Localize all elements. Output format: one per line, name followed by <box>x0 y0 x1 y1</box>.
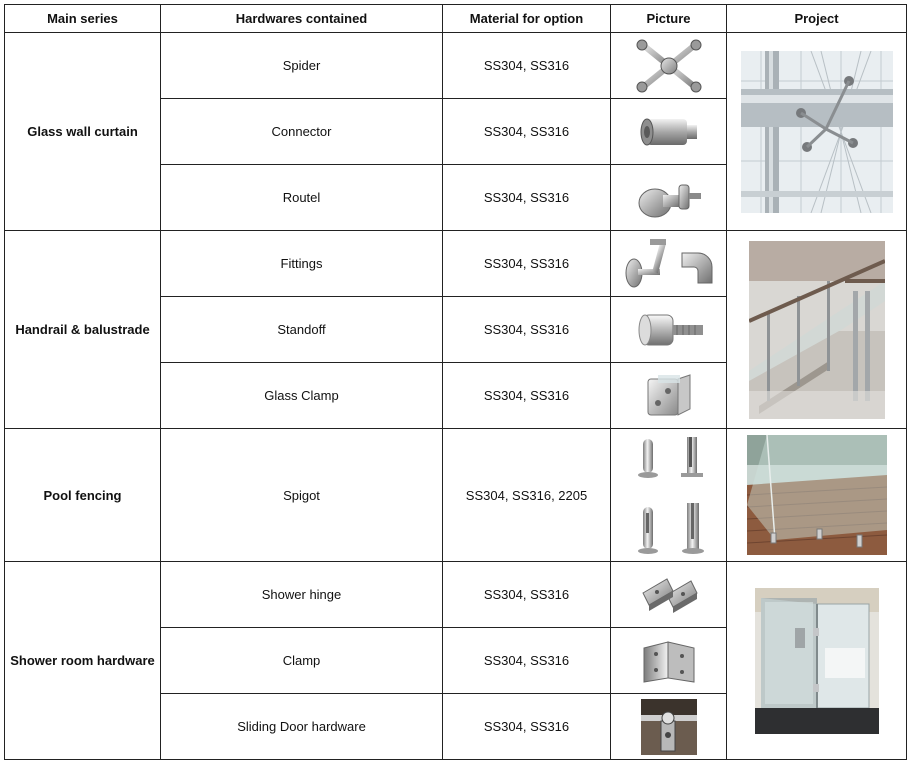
sliding-door-roller-icon <box>641 699 697 755</box>
picture-cell <box>611 363 727 429</box>
picture-cell <box>611 628 727 694</box>
header-project: Project <box>727 5 907 33</box>
header-main-series: Main series <box>5 5 161 33</box>
hardware-cell: Spider <box>161 33 443 99</box>
picture-cell <box>611 562 727 628</box>
connector-icon <box>637 107 701 157</box>
routel-icon <box>633 173 705 223</box>
project-cell <box>727 562 907 760</box>
picture-cell <box>611 694 727 760</box>
shower-clamp-icon <box>638 638 700 684</box>
spider-fitting-icon <box>632 37 706 95</box>
header-material: Material for option <box>443 5 611 33</box>
handrail-fittings-icon <box>620 235 718 293</box>
glass-curtain-wall-photo <box>741 51 893 213</box>
pool-fence-deck-photo <box>747 435 887 555</box>
shower-hinge-icon <box>639 573 699 617</box>
header-hardware: Hardwares contained <box>161 5 443 33</box>
hardware-cell: Connector <box>161 99 443 165</box>
glass-clamp-icon <box>644 373 694 419</box>
hardware-cell: Shower hinge <box>161 562 443 628</box>
material-cell: SS304, SS316 <box>443 231 611 297</box>
material-cell: SS304, SS316 <box>443 694 611 760</box>
picture-cell <box>611 165 727 231</box>
material-cell: SS304, SS316 <box>443 297 611 363</box>
table-row <box>5 33 907 99</box>
glass-balustrade-stair-photo <box>749 241 885 419</box>
table-row <box>5 429 907 562</box>
hardware-cell: Standoff <box>161 297 443 363</box>
hardware-cell: Routel <box>161 165 443 231</box>
series-handrail-balustrade: Handrail & balustrade <box>5 231 161 429</box>
project-cell <box>727 33 907 231</box>
standoff-icon <box>631 307 707 353</box>
picture-cell <box>611 231 727 297</box>
picture-cell <box>611 297 727 363</box>
hardware-spec-table <box>4 4 907 760</box>
project-cell <box>727 429 907 562</box>
table-row <box>5 562 907 628</box>
material-cell: SS304, SS316 <box>443 562 611 628</box>
material-cell: SS304, SS316 <box>443 33 611 99</box>
material-cell: SS304, SS316 <box>443 165 611 231</box>
hardware-cell: Glass Clamp <box>161 363 443 429</box>
material-cell: SS304, SS316 <box>443 628 611 694</box>
material-cell: SS304, SS316, 2205 <box>443 429 611 562</box>
project-cell <box>727 231 907 429</box>
series-shower-room-hardware: Shower room hardware <box>5 562 161 760</box>
series-glass-wall-curtain: Glass wall curtain <box>5 33 161 231</box>
material-cell: SS304, SS316 <box>443 99 611 165</box>
header-row <box>5 5 907 33</box>
material-cell: SS304, SS316 <box>443 363 611 429</box>
hardware-cell: Fittings <box>161 231 443 297</box>
picture-cell <box>611 33 727 99</box>
spigot-icon <box>621 433 717 557</box>
hardware-cell: Clamp <box>161 628 443 694</box>
series-pool-fencing: Pool fencing <box>5 429 161 562</box>
hardware-cell: Spigot <box>161 429 443 562</box>
header-picture: Picture <box>611 5 727 33</box>
hardware-cell: Sliding Door hardware <box>161 694 443 760</box>
table-row <box>5 231 907 297</box>
shower-enclosure-photo <box>755 588 879 734</box>
picture-cell <box>611 99 727 165</box>
picture-cell <box>611 429 727 562</box>
